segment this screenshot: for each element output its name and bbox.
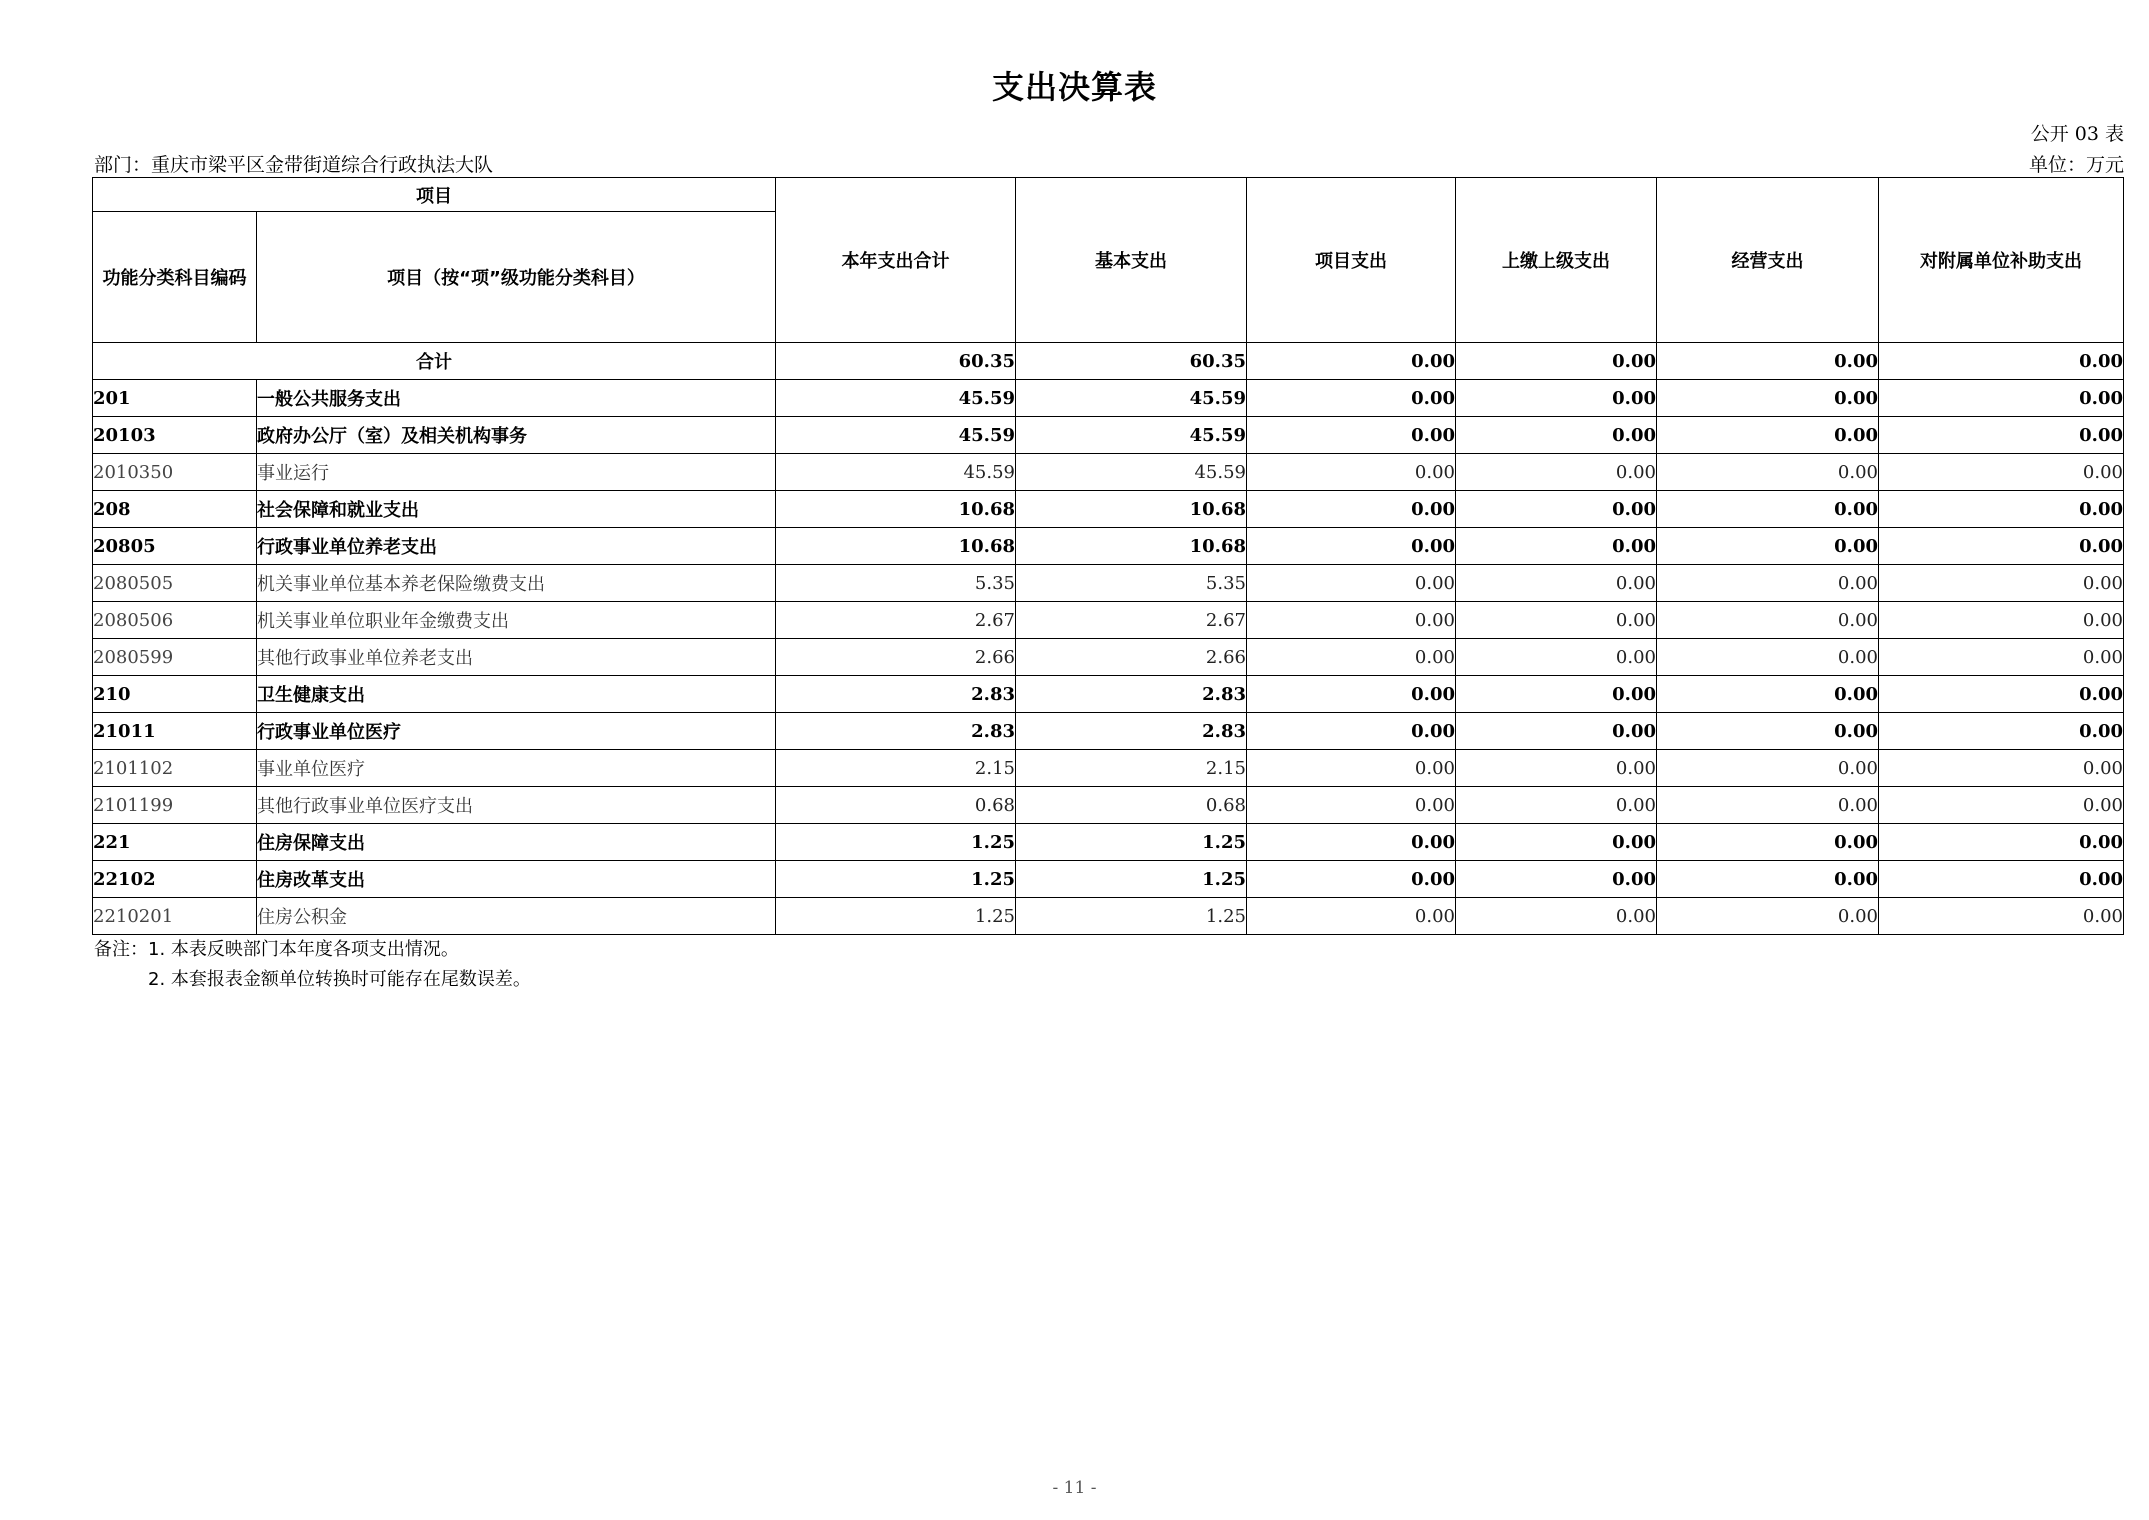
table-row bbox=[93, 639, 2124, 676]
total-cell-total: 60.35 bbox=[776, 343, 1016, 380]
table-row bbox=[93, 454, 2124, 491]
cell-project: 0.00 bbox=[1247, 861, 1456, 898]
cell-project: 0.00 bbox=[1247, 380, 1456, 417]
cell-project: 0.00 bbox=[1247, 528, 1456, 565]
cell-code: 2080505 bbox=[93, 565, 257, 602]
cell-upper: 0.00 bbox=[1456, 639, 1657, 676]
total-cell-upper: 0.00 bbox=[1456, 343, 1657, 380]
cell-basic: 2.83 bbox=[1016, 713, 1247, 750]
cell-upper: 0.00 bbox=[1456, 861, 1657, 898]
cell-business: 0.00 bbox=[1657, 898, 1879, 935]
cell-project: 0.00 bbox=[1247, 787, 1456, 824]
cell-subsidy: 0.00 bbox=[1879, 454, 2124, 491]
cell-code: 221 bbox=[93, 824, 257, 861]
cell-business: 0.00 bbox=[1657, 824, 1879, 861]
cell-subsidy: 0.00 bbox=[1879, 676, 2124, 713]
total-cell-project: 0.00 bbox=[1247, 343, 1456, 380]
table-row bbox=[93, 898, 2124, 935]
cell-name: 政府办公厅（室）及相关机构事务 bbox=[257, 417, 776, 454]
cell-basic: 5.35 bbox=[1016, 565, 1247, 602]
cell-code: 2101102 bbox=[93, 750, 257, 787]
cell-business: 0.00 bbox=[1657, 380, 1879, 417]
cell-subsidy: 0.00 bbox=[1879, 602, 2124, 639]
cell-basic: 45.59 bbox=[1016, 454, 1247, 491]
cell-code: 21011 bbox=[93, 713, 257, 750]
cell-code: 2210201 bbox=[93, 898, 257, 935]
unit-label: 单位：万元 bbox=[2028, 154, 2124, 176]
header-code: 功能分类科目编码 bbox=[93, 212, 257, 343]
cell-total: 45.59 bbox=[776, 380, 1016, 417]
cell-upper: 0.00 bbox=[1456, 676, 1657, 713]
header-subsidy: 对附属单位补助支出 bbox=[1879, 178, 2124, 343]
cell-total: 45.59 bbox=[776, 417, 1016, 454]
table-row bbox=[93, 713, 2124, 750]
cell-business: 0.00 bbox=[1657, 861, 1879, 898]
cell-name: 一般公共服务支出 bbox=[257, 380, 776, 417]
cell-project: 0.00 bbox=[1247, 565, 1456, 602]
cell-name: 住房保障支出 bbox=[257, 824, 776, 861]
cell-project: 0.00 bbox=[1247, 750, 1456, 787]
cell-code: 20805 bbox=[93, 528, 257, 565]
table-row bbox=[93, 861, 2124, 898]
cell-name: 住房改革支出 bbox=[257, 861, 776, 898]
cell-business: 0.00 bbox=[1657, 787, 1879, 824]
cell-upper: 0.00 bbox=[1456, 565, 1657, 602]
cell-total: 2.66 bbox=[776, 639, 1016, 676]
department-label: 部门：重庆市梁平区金带街道综合行政执法大队 bbox=[94, 154, 494, 176]
cell-total: 10.68 bbox=[776, 528, 1016, 565]
cell-basic: 2.15 bbox=[1016, 750, 1247, 787]
cell-name: 社会保障和就业支出 bbox=[257, 491, 776, 528]
total-cell-basic: 60.35 bbox=[1016, 343, 1247, 380]
cell-total: 2.67 bbox=[776, 602, 1016, 639]
cell-basic: 0.68 bbox=[1016, 787, 1247, 824]
note-2: 2. 本套报表金额单位转换时可能存在尾数误差。 bbox=[148, 969, 531, 990]
cell-basic: 2.83 bbox=[1016, 676, 1247, 713]
page-number: - 11 - bbox=[1052, 1478, 1097, 1498]
cell-subsidy: 0.00 bbox=[1879, 898, 2124, 935]
page-title: 支出决算表 bbox=[991, 68, 1157, 106]
total-cell-business: 0.00 bbox=[1657, 343, 1879, 380]
cell-basic: 2.67 bbox=[1016, 602, 1247, 639]
cell-business: 0.00 bbox=[1657, 639, 1879, 676]
cell-upper: 0.00 bbox=[1456, 602, 1657, 639]
cell-total: 10.68 bbox=[776, 491, 1016, 528]
cell-subsidy: 0.00 bbox=[1879, 787, 2124, 824]
cell-basic: 45.59 bbox=[1016, 380, 1247, 417]
cell-business: 0.00 bbox=[1657, 676, 1879, 713]
note-1: 备注：1. 本表反映部门本年度各项支出情况。 bbox=[94, 939, 459, 960]
cell-subsidy: 0.00 bbox=[1879, 750, 2124, 787]
cell-project: 0.00 bbox=[1247, 639, 1456, 676]
cell-name: 卫生健康支出 bbox=[257, 676, 776, 713]
cell-subsidy: 0.00 bbox=[1879, 417, 2124, 454]
cell-name: 事业单位医疗 bbox=[257, 750, 776, 787]
cell-code: 2080506 bbox=[93, 602, 257, 639]
cell-code: 210 bbox=[93, 676, 257, 713]
cell-code: 22102 bbox=[93, 861, 257, 898]
total-row bbox=[93, 343, 2124, 380]
header-item-group: 项目 bbox=[93, 178, 776, 212]
cell-name: 机关事业单位职业年金缴费支出 bbox=[257, 602, 776, 639]
cell-name: 机关事业单位基本养老保险缴费支出 bbox=[257, 565, 776, 602]
cell-total: 2.83 bbox=[776, 713, 1016, 750]
cell-total: 2.15 bbox=[776, 750, 1016, 787]
cell-project: 0.00 bbox=[1247, 898, 1456, 935]
cell-subsidy: 0.00 bbox=[1879, 491, 2124, 528]
cell-business: 0.00 bbox=[1657, 750, 1879, 787]
table-row bbox=[93, 528, 2124, 565]
cell-total: 2.83 bbox=[776, 676, 1016, 713]
cell-business: 0.00 bbox=[1657, 565, 1879, 602]
cell-name: 住房公积金 bbox=[257, 898, 776, 935]
cell-subsidy: 0.00 bbox=[1879, 824, 2124, 861]
table-row bbox=[93, 787, 2124, 824]
cell-project: 0.00 bbox=[1247, 676, 1456, 713]
expenditure-table bbox=[92, 177, 2124, 935]
cell-code: 2080599 bbox=[93, 639, 257, 676]
cell-subsidy: 0.00 bbox=[1879, 528, 2124, 565]
cell-total: 1.25 bbox=[776, 898, 1016, 935]
cell-total: 5.35 bbox=[776, 565, 1016, 602]
cell-upper: 0.00 bbox=[1456, 528, 1657, 565]
cell-total: 1.25 bbox=[776, 861, 1016, 898]
cell-upper: 0.00 bbox=[1456, 787, 1657, 824]
cell-business: 0.00 bbox=[1657, 454, 1879, 491]
cell-basic: 1.25 bbox=[1016, 824, 1247, 861]
cell-subsidy: 0.00 bbox=[1879, 861, 2124, 898]
cell-name: 其他行政事业单位养老支出 bbox=[257, 639, 776, 676]
table-row bbox=[93, 417, 2124, 454]
cell-total: 0.68 bbox=[776, 787, 1016, 824]
cell-code: 201 bbox=[93, 380, 257, 417]
cell-subsidy: 0.00 bbox=[1879, 713, 2124, 750]
table-row bbox=[93, 750, 2124, 787]
cell-basic: 10.68 bbox=[1016, 528, 1247, 565]
form-number: 公开 03 表 bbox=[2030, 123, 2124, 145]
cell-code: 2010350 bbox=[93, 454, 257, 491]
cell-upper: 0.00 bbox=[1456, 417, 1657, 454]
notes bbox=[94, 935, 531, 995]
cell-upper: 0.00 bbox=[1456, 824, 1657, 861]
cell-subsidy: 0.00 bbox=[1879, 565, 2124, 602]
header-name: 项目（按“项”级功能分类科目） bbox=[257, 212, 776, 343]
cell-code: 208 bbox=[93, 491, 257, 528]
cell-upper: 0.00 bbox=[1456, 898, 1657, 935]
cell-basic: 1.25 bbox=[1016, 861, 1247, 898]
cell-basic: 2.66 bbox=[1016, 639, 1247, 676]
cell-name: 事业运行 bbox=[257, 454, 776, 491]
table-row bbox=[93, 824, 2124, 861]
cell-name: 行政事业单位养老支出 bbox=[257, 528, 776, 565]
table-row bbox=[93, 676, 2124, 713]
cell-business: 0.00 bbox=[1657, 602, 1879, 639]
cell-business: 0.00 bbox=[1657, 528, 1879, 565]
header-total: 本年支出合计 bbox=[776, 178, 1016, 343]
cell-code: 2101199 bbox=[93, 787, 257, 824]
cell-basic: 1.25 bbox=[1016, 898, 1247, 935]
cell-subsidy: 0.00 bbox=[1879, 639, 2124, 676]
cell-name: 其他行政事业单位医疗支出 bbox=[257, 787, 776, 824]
cell-project: 0.00 bbox=[1247, 824, 1456, 861]
cell-upper: 0.00 bbox=[1456, 750, 1657, 787]
cell-upper: 0.00 bbox=[1456, 380, 1657, 417]
table-row bbox=[93, 491, 2124, 528]
header-upper: 上缴上级支出 bbox=[1456, 178, 1657, 343]
table-row bbox=[93, 565, 2124, 602]
table-row bbox=[93, 602, 2124, 639]
cell-subsidy: 0.00 bbox=[1879, 380, 2124, 417]
total-label: 合计 bbox=[93, 343, 776, 380]
total-cell-subsidy: 0.00 bbox=[1879, 343, 2124, 380]
header-project: 项目支出 bbox=[1247, 178, 1456, 343]
cell-business: 0.00 bbox=[1657, 417, 1879, 454]
cell-total: 45.59 bbox=[776, 454, 1016, 491]
cell-project: 0.00 bbox=[1247, 491, 1456, 528]
header-business: 经营支出 bbox=[1657, 178, 1879, 343]
cell-project: 0.00 bbox=[1247, 713, 1456, 750]
table-row bbox=[93, 380, 2124, 417]
cell-upper: 0.00 bbox=[1456, 713, 1657, 750]
cell-upper: 0.00 bbox=[1456, 491, 1657, 528]
cell-basic: 45.59 bbox=[1016, 417, 1247, 454]
cell-business: 0.00 bbox=[1657, 491, 1879, 528]
cell-upper: 0.00 bbox=[1456, 454, 1657, 491]
cell-project: 0.00 bbox=[1247, 454, 1456, 491]
cell-name: 行政事业单位医疗 bbox=[257, 713, 776, 750]
cell-code: 20103 bbox=[93, 417, 257, 454]
cell-business: 0.00 bbox=[1657, 713, 1879, 750]
cell-basic: 10.68 bbox=[1016, 491, 1247, 528]
cell-project: 0.00 bbox=[1247, 417, 1456, 454]
header-basic: 基本支出 bbox=[1016, 178, 1247, 343]
cell-total: 1.25 bbox=[776, 824, 1016, 861]
cell-project: 0.00 bbox=[1247, 602, 1456, 639]
